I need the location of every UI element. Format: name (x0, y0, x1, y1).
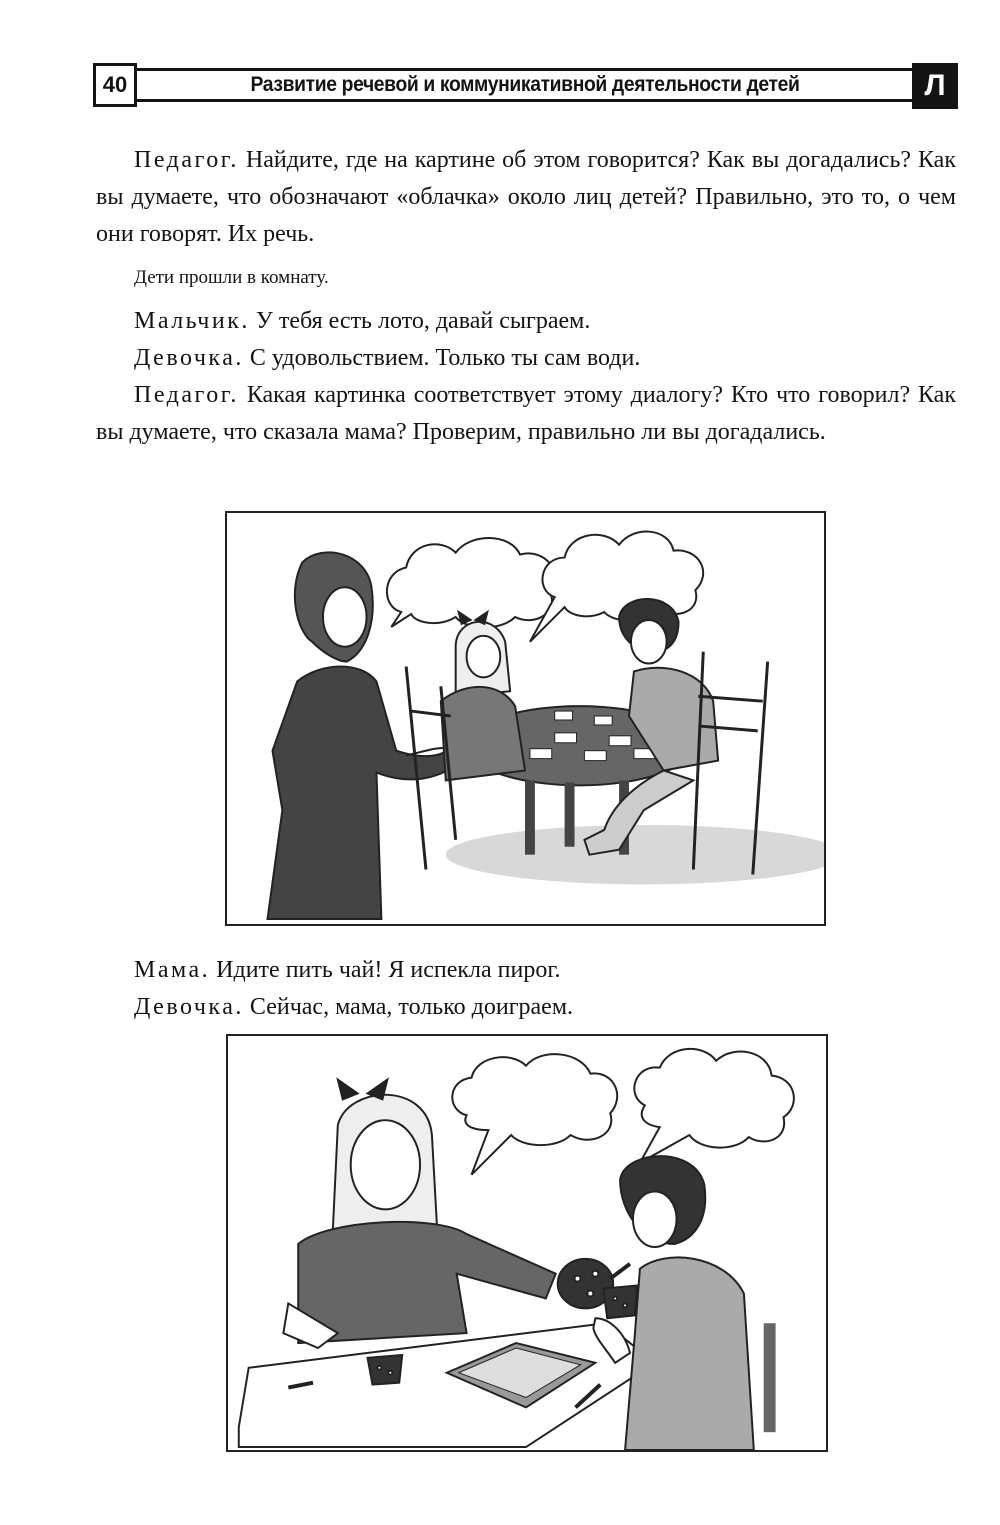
cup-right (603, 1286, 637, 1319)
lotto-scene-drawing (227, 513, 824, 924)
speech-bubble-empty-right (634, 1049, 794, 1163)
dialogue-line-girl (96, 340, 956, 377)
speech-bubble-empty-left (387, 538, 555, 627)
speaker-label: Педагог. (134, 382, 239, 408)
speaker-label: Мальчик. (134, 308, 250, 334)
section-letter-badge: Л (912, 63, 958, 109)
illustration-lotto-game (225, 511, 826, 926)
girl-figure (441, 612, 525, 780)
speaker-label: Девочка. (134, 994, 244, 1020)
dialogue-text: У тебя есть лото, давай сыграем. (249, 308, 591, 334)
cup-left (368, 1355, 403, 1385)
speaker-label: Педагог. (134, 147, 239, 173)
tea-scene-drawing (228, 1036, 826, 1450)
page-number: 40 (93, 63, 137, 107)
paragraph-text: Какая картинка соответствует этому диалогу? Кто что говорил? Как вы думаете, что сказала мама? Проверим, правильно ли вы догадались. (96, 382, 956, 445)
paragraph-teacher-2 (96, 377, 956, 451)
text-block-2 (96, 952, 956, 1026)
speech-bubble-empty-left (452, 1054, 617, 1174)
speaker-label: Мама. (134, 957, 211, 983)
paragraph-teacher-1 (96, 142, 956, 253)
speaker-label: Девочка. (134, 345, 244, 371)
stage-note: Дети прошли в комнату. (134, 267, 329, 288)
illustration-tea-party (226, 1034, 828, 1452)
dialogue-text: С удовольствием. Только ты сам води. (243, 345, 641, 371)
running-title: Развитие речевой и коммуникативной деятельности детей (250, 73, 800, 96)
dialogue-text: Сейчас, мама, только доиграем. (243, 994, 574, 1020)
dialogue-line-mother (96, 952, 956, 989)
dialogue-text: Идите пить чай! Я испекла пирог. (210, 957, 561, 983)
text-block-1 (96, 142, 956, 451)
dialogue-line-girl-2 (96, 989, 956, 1026)
paragraph-text: Найдите, где на картине об этом говорится? Как вы догадались? Как вы думаете, что обозначают «облачка» около лиц детей? Правильно, это то, о чем они говорят. Их речь. (96, 147, 956, 247)
running-header (93, 63, 958, 109)
dialogue-line-boy (96, 303, 956, 340)
